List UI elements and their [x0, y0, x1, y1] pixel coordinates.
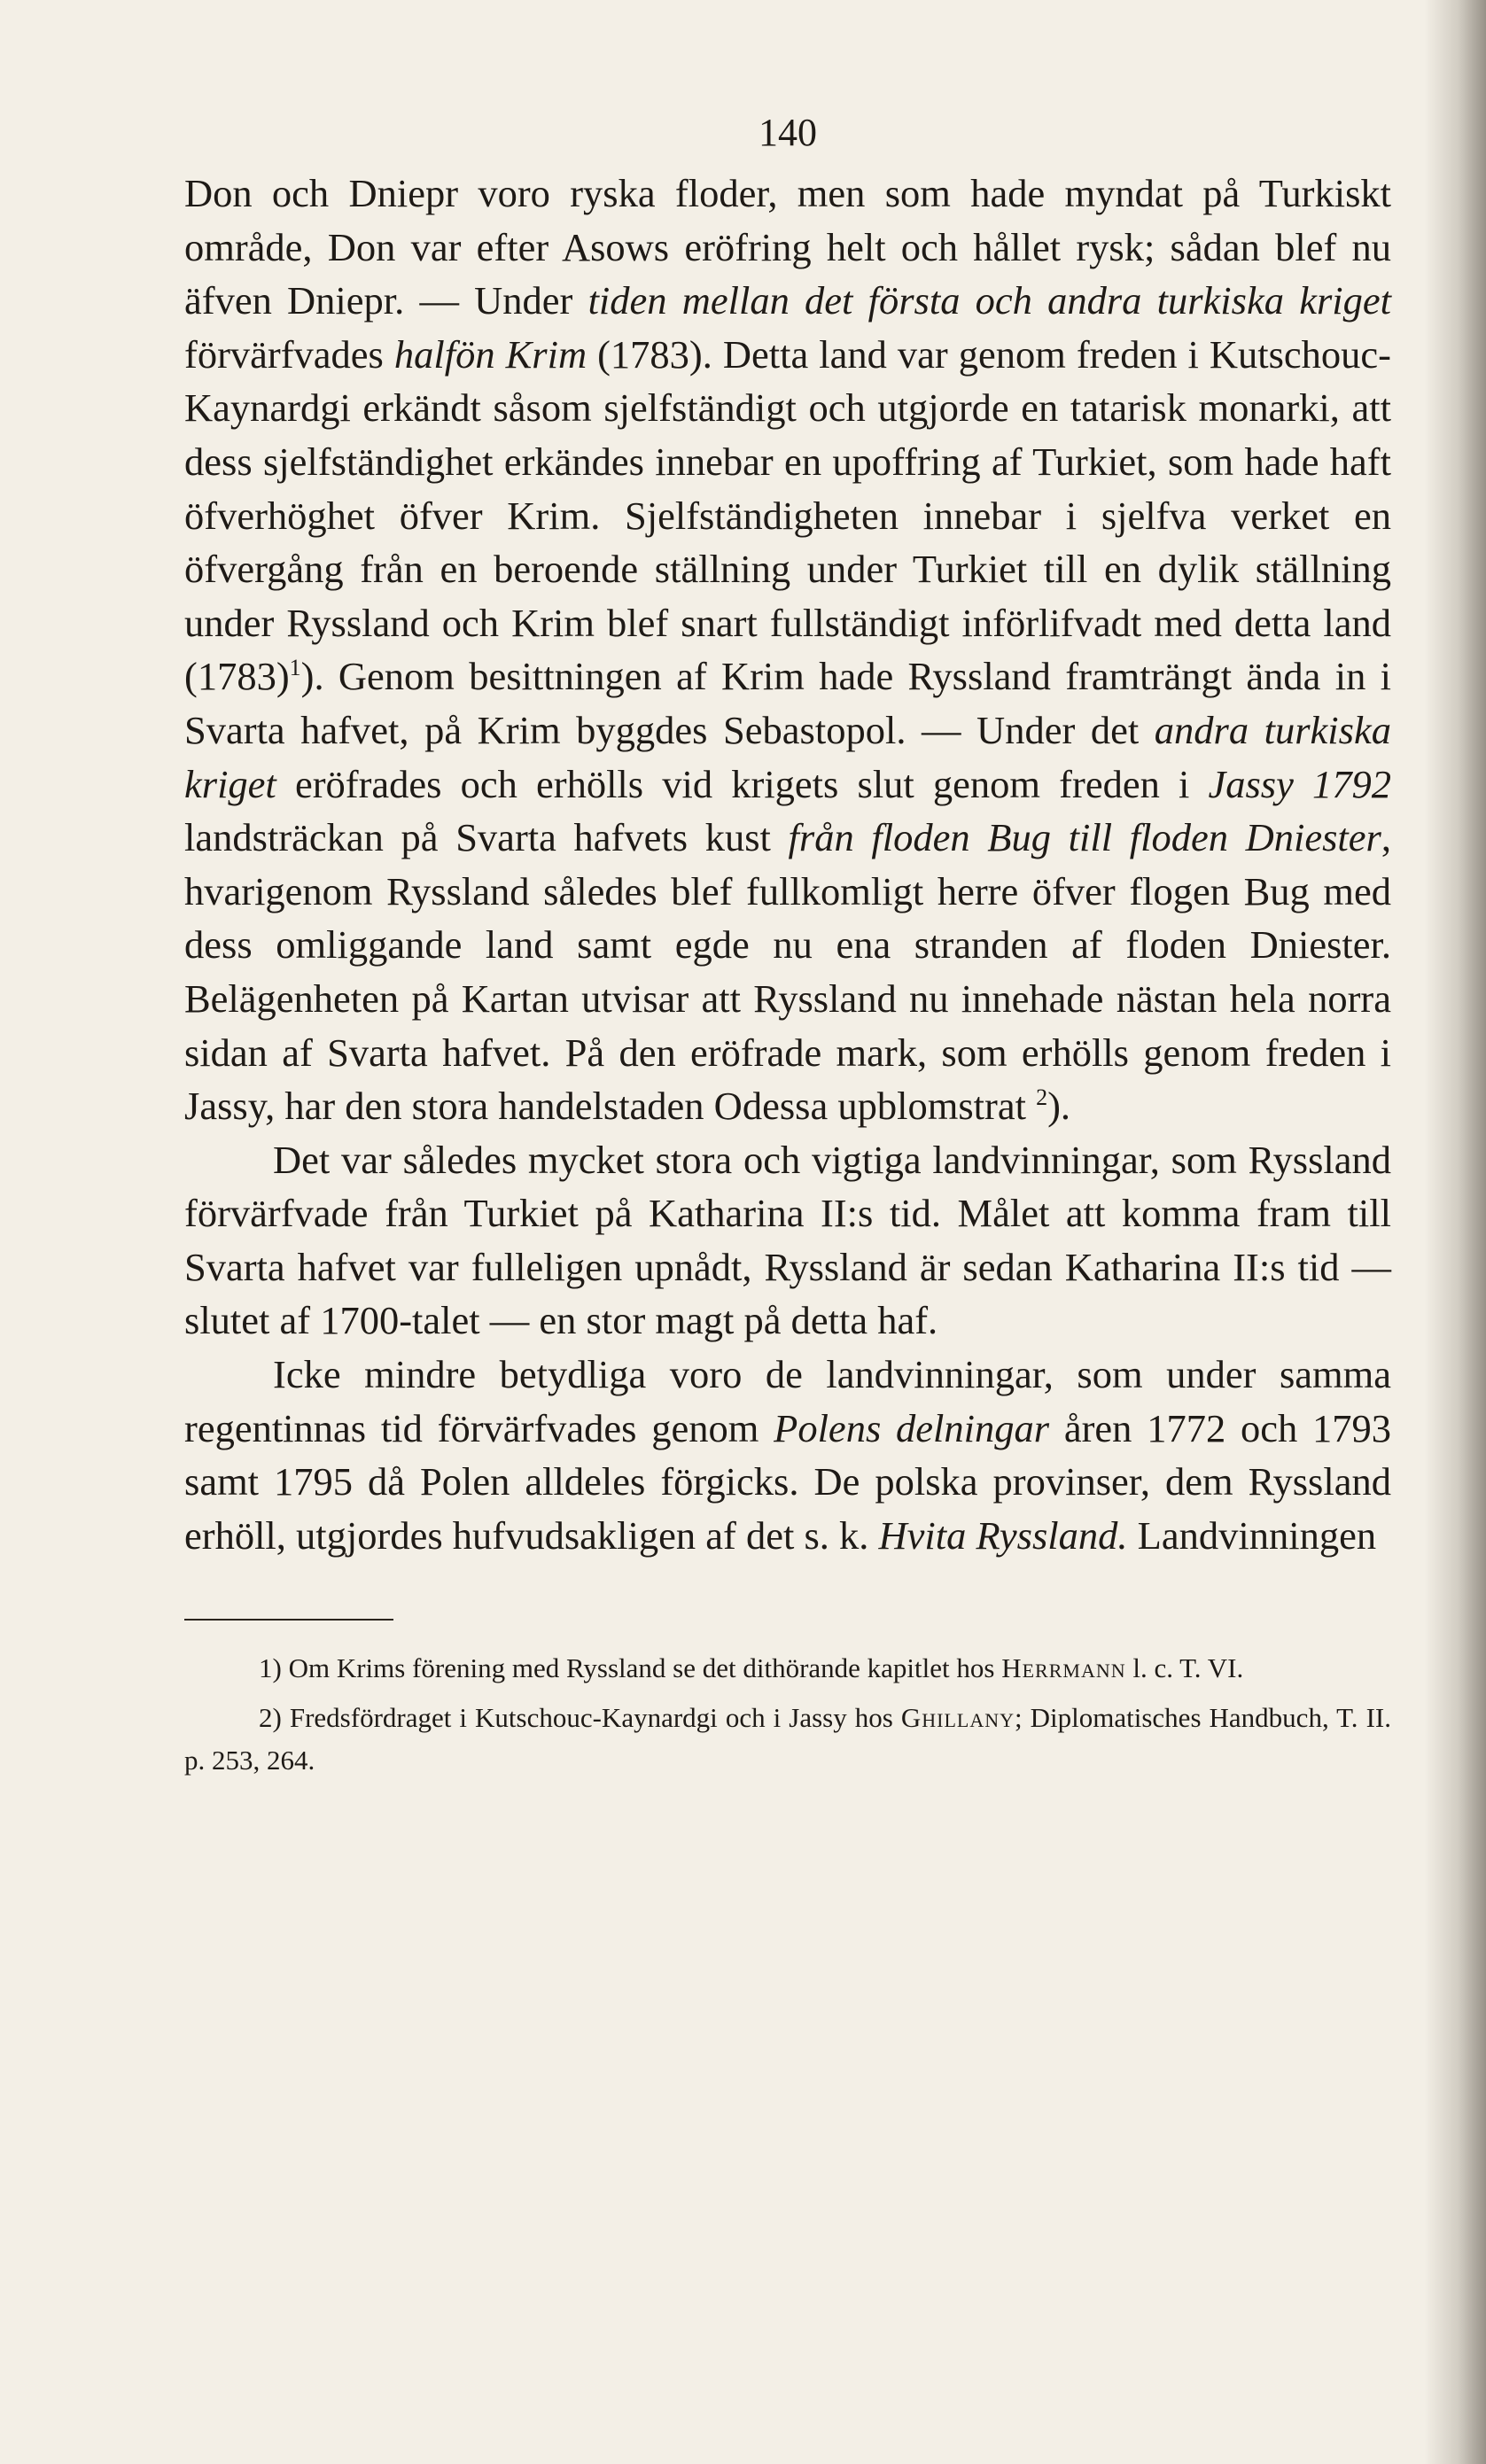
- italic-text: halfön Krim: [393, 331, 587, 377]
- text-run: ; Diplomatisches Handbuch, T. II. p. 253, 264.: [184, 1702, 1391, 1776]
- author-name: Ghillany: [900, 1702, 1015, 1734]
- italic-text: från floden Bug till floden Dniester: [788, 815, 1381, 860]
- text-run: förvärfvades: [184, 331, 394, 377]
- footnote-marker: 2: [1036, 1084, 1048, 1111]
- text-run: (1783). Detta land var genom freden i Kutschouc-Kaynardgi erkändt såsom sjelfständigt och utgjorde en tatarisk monarki, att dess sjelfständighet erkändes innebar en upoffring af Turkiet, som hade haft öfverhöghet öfver Krim. Sjelfständigheten innebar i sjelfva verket en öfvergång från en beroende ställning under Turkiet till en dylik ställning under Ryssland och Krim blef snart fullständigt införlifvadt med detta land (1783): [184, 331, 1391, 699]
- italic-text: Hvita Ryssland.: [878, 1512, 1128, 1558]
- text-run: l. c. T. VI.: [1125, 1652, 1244, 1684]
- text-run: ). Genom besittningen af Krim hade Ryssland framträngt ända in i Svarta hafvet, på Krim byggdes Sebastopol. — Under det: [184, 654, 1391, 752]
- footnotes: [184, 1647, 1391, 1782]
- author-name: Herrmann: [1001, 1652, 1126, 1684]
- footnote-marker: 1: [289, 655, 301, 681]
- paragraph: [184, 167, 1391, 1133]
- body-text: [184, 167, 1391, 1562]
- footnote: [184, 1697, 1391, 1782]
- text-run: ).: [1047, 1084, 1071, 1129]
- text-run: Landvinningen: [1127, 1512, 1377, 1558]
- text-run: Don och Dniepr voro ryska floder, men som hade myndat på Turkiskt område, Don var efter Asows eröfring helt och hållet rysk; sådan blef nu äfven Dniepr. — Under: [184, 171, 1391, 323]
- page-edge-shadow: [1424, 0, 1486, 2464]
- text-run: 2) Fredsfördraget i Kutschouc-Kaynardgi och i Jassy hos: [259, 1702, 901, 1734]
- italic-text: andra turkiska kriget: [184, 707, 1391, 806]
- page-number: 140: [759, 111, 817, 154]
- text-run: åren 1772 och 1793 samt 1795 då Polen alldeles förgicks. De polska provinser, dem Ryssland erhöll, utgjordes hufvudsakligen af det s. k.: [184, 1405, 1391, 1558]
- italic-text: Jassy 1792: [1208, 761, 1391, 806]
- text-run: , hvarigenom Ryssland således blef fullkomligt herre öfver flogen Bug med dess omliggande land samt egde nu ena stranden af floden Dniester. Belägenheten på Kartan utvisar att Ryssland nu innehade nästan hela norra sidan af Svarta hafvet. På den eröfrade mark, som erhölls genom freden i Jassy, har den stora handelstaden Odessa upblomstrat: [184, 815, 1391, 1129]
- text-run: Det var således mycket stora och vigtiga landvinningar, som Ryssland förvärfvade från Turkiet på Katharina II:s tid. Målet att komma fram till Svarta hafvet var fulleligen upnådt, Ryssland är sedan Katharina II:s tid — slutet af 1700-talet — en stor magt på detta haf.: [184, 1137, 1391, 1343]
- text-run: eröfrades och erhölls vid krigets slut genom freden i: [276, 761, 1209, 806]
- text-run: landsträckan på Svarta hafvets kust: [184, 815, 789, 860]
- text-run: 1) Om Krims förening med Ryssland se det dithörande kapitlet hos: [259, 1652, 1002, 1684]
- italic-text: Polens delningar: [774, 1405, 1050, 1450]
- paragraph: [184, 1348, 1391, 1562]
- paragraph: [184, 1133, 1391, 1348]
- text-run: Icke mindre betydliga voro de landvinningar, som under samma regentinnas tid förvärfvades genom: [184, 1352, 1391, 1450]
- book-page: [184, 106, 1391, 1782]
- footnote-divider: [184, 1619, 393, 1621]
- footnote: [184, 1647, 1391, 1690]
- italic-text: tiden mellan det första och andra turkiska kriget: [587, 278, 1391, 323]
